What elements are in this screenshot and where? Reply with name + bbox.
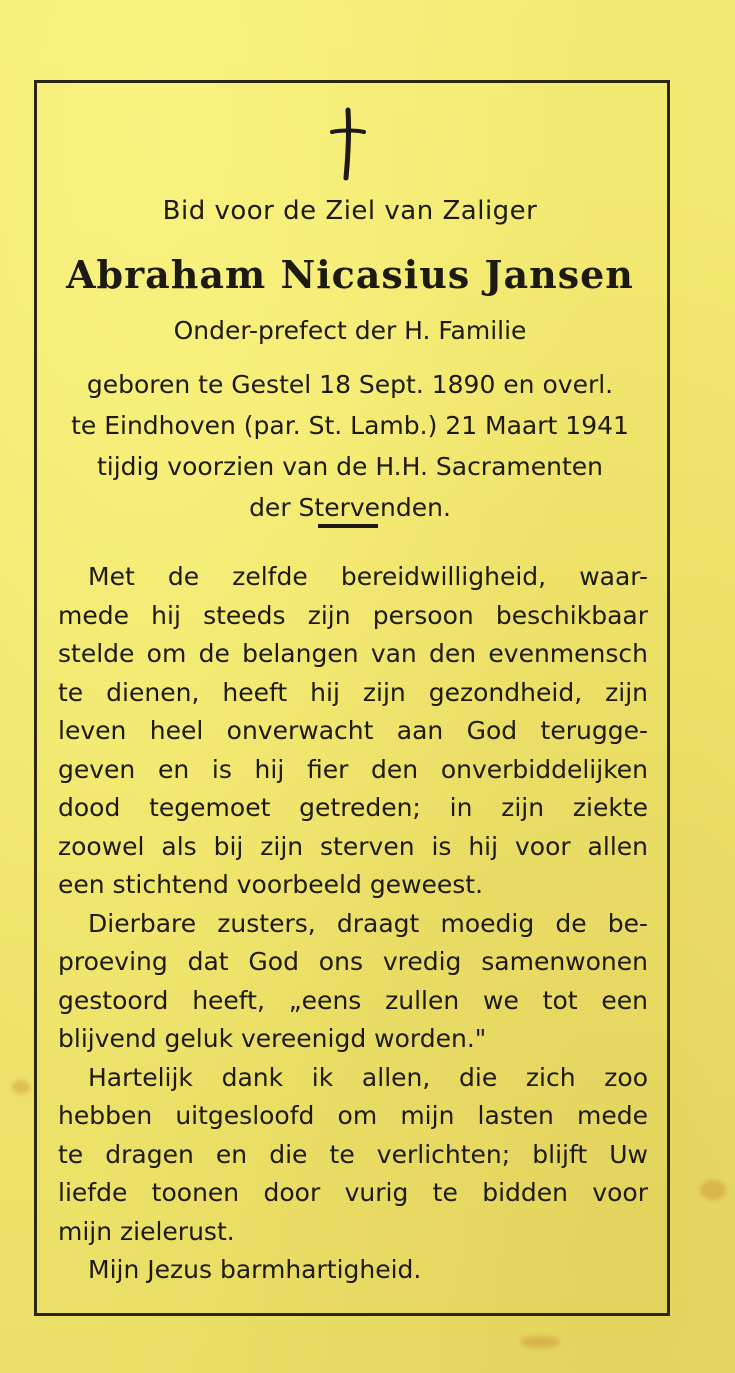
text-line: mede hij steeds zijn persoon beschikbaar	[58, 600, 648, 630]
details-line: tijdig voorzien van de H.H. Sacramenten	[96, 452, 604, 481]
text-line: een stichtend voorbeeld geweest.	[58, 870, 484, 899]
deceased-role: Onder-prefect der H. Familie	[173, 316, 527, 345]
details-line: te Eindhoven (par. St. Lamb.) 21 Maart 1941	[71, 411, 629, 440]
text-line: geven en is hij fier den onverbiddelijken	[58, 754, 648, 784]
text-line: Hartelijk dank ik allen, die zich zoo	[88, 1062, 648, 1092]
text-line: stelde om de belangen van den evenmensch	[58, 639, 648, 668]
deceased-name: Abraham Nicasius Jansen	[66, 252, 634, 297]
details-line: der Stervenden.	[249, 493, 451, 522]
paper-stain	[700, 1180, 726, 1200]
text-line: leven heel onverwacht aan God terugge-	[58, 716, 648, 745]
text-line: hebben uitgesloofd om mijn lasten mede	[58, 1101, 648, 1130]
text-line: mijn zielerust.	[58, 1216, 235, 1246]
cross-icon	[318, 106, 378, 182]
text-line: Dierbare zusters, draagt moedig de be-	[88, 908, 648, 938]
text-line: gestoord heeft, „eens zullen we tot een	[58, 985, 648, 1015]
memorial-text	[58, 558, 648, 1290]
details-line: geboren te Gestel 18 Sept. 1890 en overl.	[86, 370, 614, 399]
text-line: Mijn Jezus barmhartigheid.	[88, 1255, 422, 1284]
text-line: proeving dat God ons vredig samenwonen	[58, 947, 648, 976]
birth-death-details	[40, 364, 660, 528]
text-line: blijvend geluk vereenigd worden."	[58, 1024, 487, 1053]
text-line: liefde toonen door vurig te bidden voor	[58, 1178, 648, 1207]
text-line: te dragen en die te verlichten; blijft Uw	[58, 1139, 648, 1169]
text-line: zoowel als bij zijn sterven is hij voor allen	[58, 831, 648, 861]
text-line: Met de zelfde bereidwilligheid, waar-	[88, 562, 648, 591]
prayer-heading: Bid voor de Ziel van Zaliger	[162, 196, 538, 226]
text-line: dood tegemoet getreden; in zijn ziekte	[58, 793, 648, 822]
paper-stain	[12, 1080, 30, 1094]
divider-rule	[318, 524, 378, 528]
paper-stain	[520, 1336, 560, 1348]
text-line: te dienen, heeft hij zijn gezondheid, zijn	[58, 677, 648, 707]
